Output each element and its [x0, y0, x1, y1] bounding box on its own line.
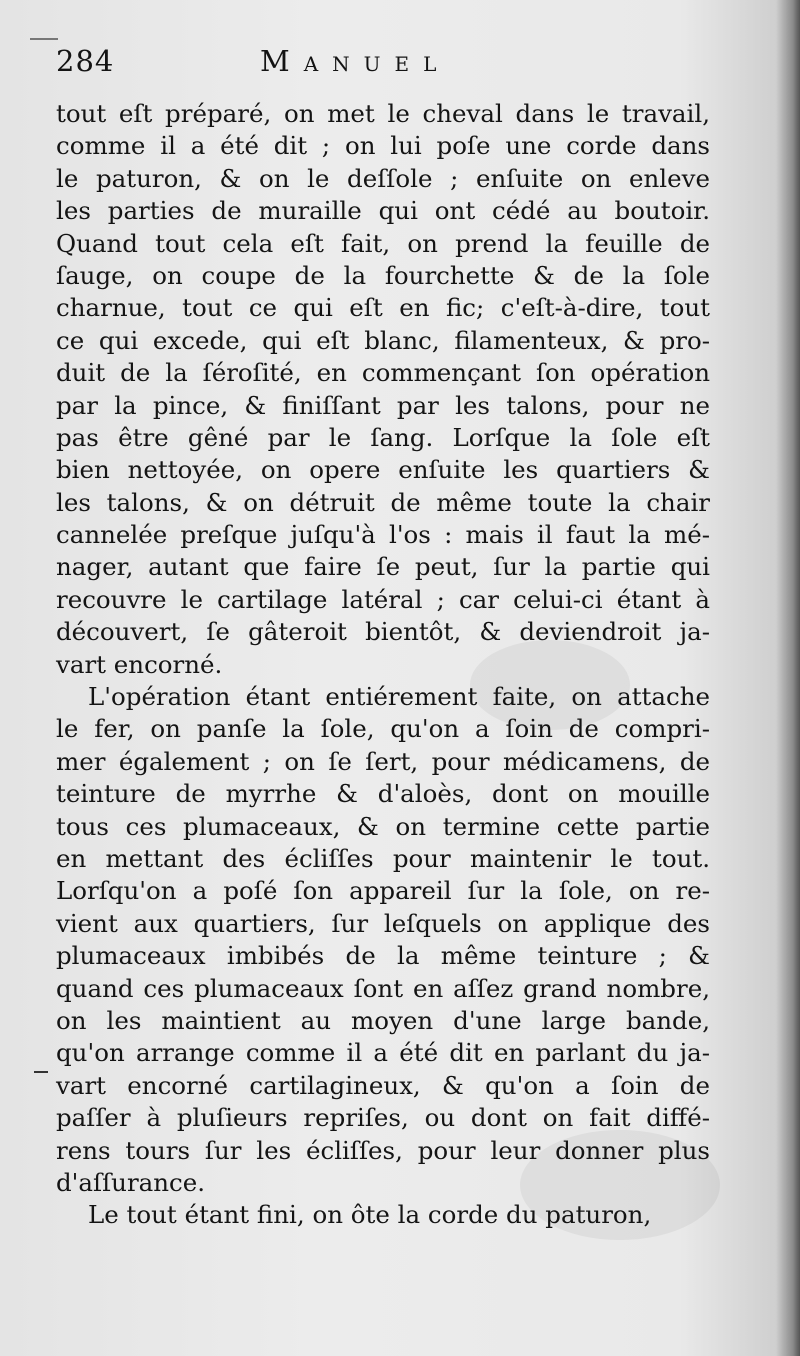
- text-line: paſſer à pluſieurs repriſes, ou dont on fait diffé-: [56, 1103, 710, 1133]
- text-line: mer également ; on ſe ſert, pour médicamens, de: [56, 746, 710, 776]
- paragraph: [56, 681, 710, 1199]
- text-line: Lorſqu'on a poſé ſon appareil ſur la ſole, on re-: [56, 876, 710, 906]
- text-line: tous ces plumaceaux, & on termine cette partie: [56, 811, 710, 841]
- text-line: par la pince, & finiſſant par les talons, pour ne: [56, 390, 710, 420]
- text-line: tout eſt préparé, on met le cheval dans le travail,: [56, 99, 710, 128]
- text-line: vart encorné cartilagineux, & qu'on a ſoin de: [56, 1070, 710, 1100]
- text-line: rens tours ſur les écliſſes, pour leur donner plus: [56, 1135, 710, 1165]
- text-line: Le tout étant fini, on ôte la corde du paturon,: [88, 1200, 652, 1230]
- text-line: les parties de muraille qui ont cédé au boutoir.: [56, 196, 710, 226]
- text-line: le paturon, & on le deſſole ; enſuite on enleve: [56, 163, 710, 193]
- text-line: teinture de myrrhe & d'aloès, dont on mouille: [56, 779, 710, 809]
- paragraph: [56, 98, 710, 681]
- text-line: L'opération étant entiérement faite, on attache: [88, 682, 710, 712]
- page-number: 284: [56, 44, 115, 78]
- text-line: le fer, on panſe la ſole, qu'on a ſoin de compri-: [56, 714, 710, 744]
- text-line: en mettant des écliſſes pour maintenir le tout.: [56, 843, 710, 873]
- text-line: cannelée preſque juſqu'à l'os : mais il faut la mé-: [56, 520, 710, 550]
- text-line: d'aſſurance.: [56, 1167, 206, 1197]
- body-text: [56, 98, 710, 1232]
- ink-mark: [30, 38, 58, 40]
- text-line: ce qui excede, qui eſt blanc, filamenteux, & pro-: [56, 325, 710, 355]
- text-line: plumaceaux imbibés de la même teinture ; &: [56, 941, 710, 971]
- text-line: bien nettoyée, on opere enſuite les quartiers &: [56, 455, 710, 485]
- text-line: ſauge, on coupe de la fourchette & de la ſole: [56, 260, 710, 290]
- text-line: Quand tout cela eſt fait, on prend la feuille de: [56, 228, 710, 258]
- text-line: découvert, ſe gâteroit bientôt, & deviendroit ja-: [56, 617, 710, 647]
- text-line: qu'on arrange comme il a été dit en parlant du ja-: [56, 1038, 710, 1068]
- text-line: vart encorné.: [56, 649, 223, 679]
- paragraph: [56, 1199, 710, 1231]
- running-head: Manuel: [260, 44, 451, 78]
- text-line: nager, autant que faire ſe peut, ſur la partie qui: [56, 552, 710, 582]
- margin-mark: [34, 1071, 48, 1073]
- text-line: les talons, & on détruit de même toute la chair: [56, 487, 710, 517]
- page-edge-shadow: [776, 0, 800, 1356]
- text-line: on les maintient au moyen d'une large bande,: [56, 1005, 710, 1035]
- text-line: duit de la ſéroſité, en commençant ſon opération: [56, 358, 710, 388]
- text-line: vient aux quartiers, ſur leſquels on applique des: [56, 908, 710, 938]
- text-line: pas être gêné par le ſang. Lorſque la ſole eſt: [56, 422, 710, 452]
- text-line: comme il a été dit ; on lui poſe une corde dans: [56, 131, 710, 161]
- page-header: [56, 44, 716, 92]
- text-line: recouvre le cartilage latéral ; car celui-ci étant à: [56, 584, 710, 614]
- text-line: quand ces plumaceaux ſont en aſſez grand nombre,: [56, 973, 710, 1003]
- text-line: charnue, tout ce qui eſt en fic; c'eſt-à-dire, tout: [56, 293, 710, 323]
